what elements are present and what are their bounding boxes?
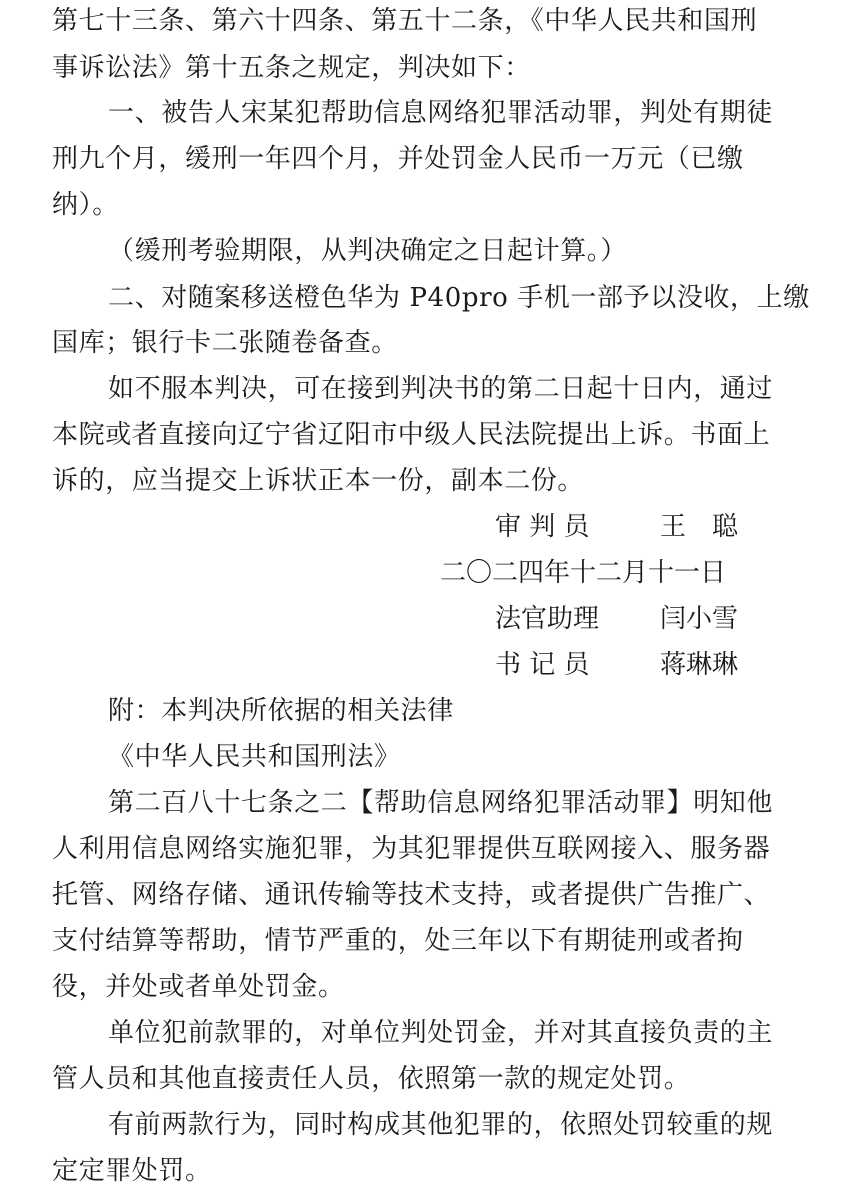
judge-role: 审 判 员 [495, 512, 590, 542]
text-line: 刑九个月，缓刑一年四个月，并处罚金人民币一万元（已缴 [52, 144, 744, 174]
law-paragraph-2: 单位犯前款罪的，对单位判处罚金，并对其直接负责的主 [108, 1018, 774, 1048]
law-paragraph-3: 有前两款行为，同时构成其他犯罪的，依照处罚较重的规 [108, 1110, 774, 1140]
text-line: 支付结算等帮助，情节严重的，处三年以下有期徒刑或者拘 [52, 926, 744, 956]
law-title: 《中华人民共和国刑法》 [108, 742, 401, 772]
text-line: 事诉讼法》第十五条之规定，判决如下： [52, 53, 531, 83]
text-line: 托管、网络存储、通讯传输等技术支持，或者提供广告推广、 [52, 880, 771, 910]
verdict-item-2: 二、对随案移送橙色华为 P40pro 手机一部予以没收，上缴 [108, 283, 810, 313]
judgment-date: 二〇二四年十二月十一日 [440, 558, 727, 588]
verdict-item-1: 一、被告人宋某犯帮助信息网络犯罪活动罪，判处有期徒 [108, 98, 774, 128]
text-line: 人利用信息网络实施犯罪，为其犯罪提供互联网接入、服务器 [52, 834, 771, 864]
text-line: 定定罪处罚。 [52, 1156, 212, 1186]
appeal-notice: 如不服本判决，可在接到判决书的第二日起十日内，通过 [108, 374, 774, 404]
clerk-name: 蒋琳琳 [660, 650, 739, 680]
appendix-heading: 附：本判决所依据的相关法律 [108, 696, 454, 726]
text-line: 纳）。 [52, 190, 119, 220]
judge-name: 王 聪 [660, 512, 739, 542]
text-line: 役，并处或者单处罚金。 [52, 972, 345, 1002]
text-line: 本院或者直接向辽宁省辽阳市中级人民法院提出上诉。书面上 [52, 420, 771, 450]
assistant-name: 闫小雪 [660, 604, 739, 634]
assistant-role: 法官助理 [495, 604, 600, 634]
law-article: 第二百八十七条之二【帮助信息网络犯罪活动罪】明知他 [108, 788, 774, 818]
probation-note: （缓刑考验期限，从判决确定之日起计算。） [108, 236, 628, 266]
text-line: 管人员和其他直接责任人员，依照第一款的规定处罚。 [52, 1064, 691, 1094]
clerk-role: 书 记 员 [495, 650, 590, 680]
text-line: 诉的，应当提交上诉状正本一份，副本二份。 [52, 466, 585, 496]
text-line: 第七十三条、第六十四条、第五十二条，《中华人民共和国刑 [52, 6, 758, 36]
text-line: 国库；银行卡二张随卷备查。 [52, 328, 398, 358]
